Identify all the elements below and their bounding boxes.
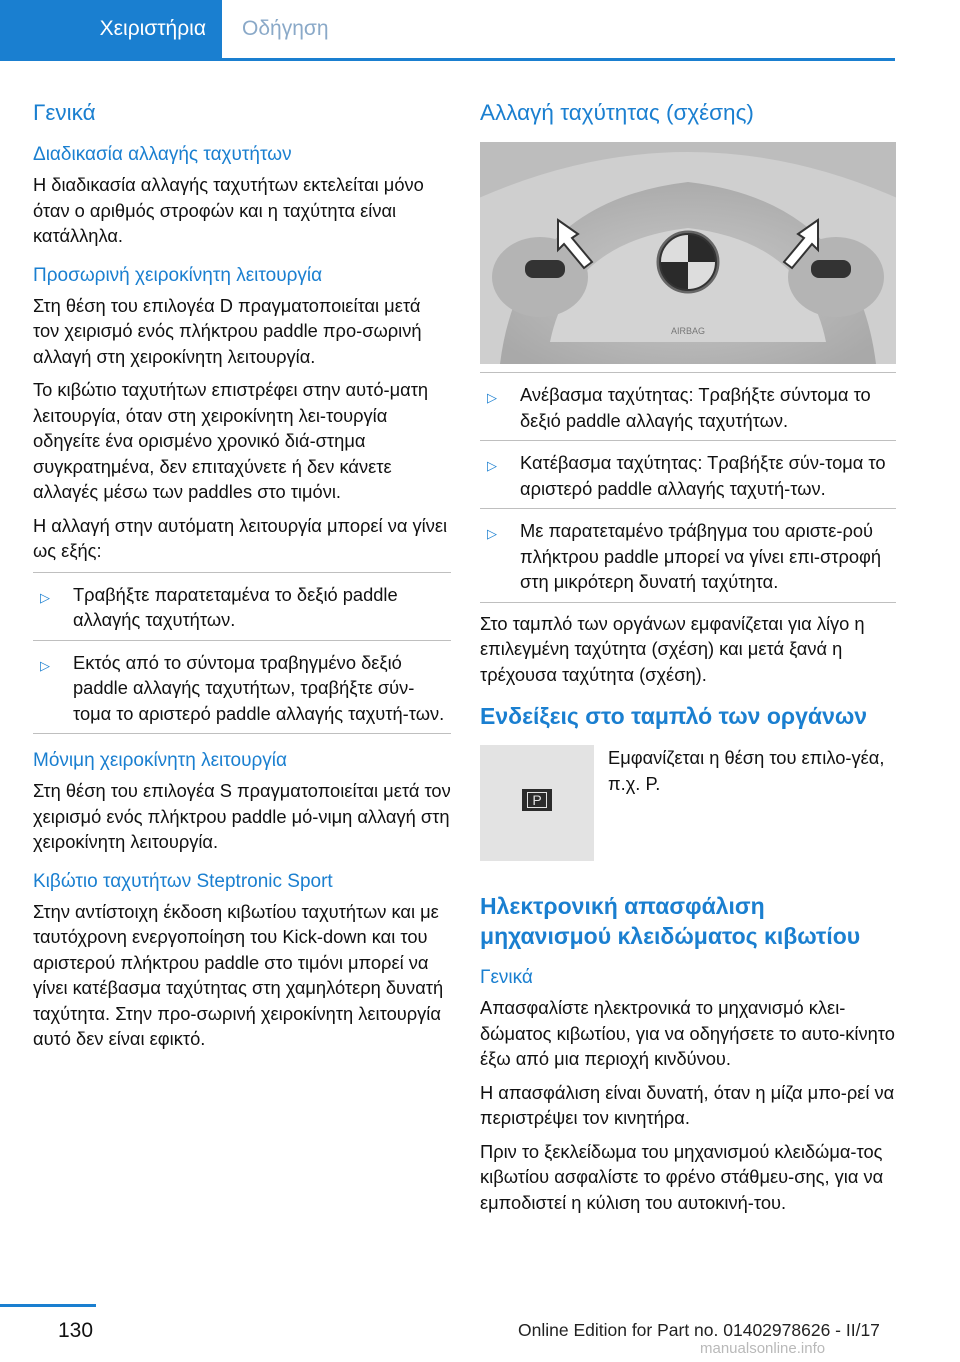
paragraph-lock-1: Απασφαλίστε ηλεκτρονικά το μηχανισμό κλει-δώματος κιβωτίου, για να οδηγήσετε το αυτο-κίνητο έξω από μια περιοχή κινδύνου.: [480, 997, 895, 1069]
selector-position-icon: P: [522, 789, 552, 811]
indicator-image: [480, 745, 594, 861]
list-item: ▷ Εκτός από το σύντομα τραβηγμένο δεξιό paddle αλλαγής ταχυτήτων, τραβήξτε σύν-τομα το αριστερό paddle αλλαγής ταχυτή-των.: [33, 640, 451, 735]
heading-indicators: Ενδείξεις στο ταμπλό των οργάνων: [480, 703, 868, 729]
edition-text: Online Edition for Part no. 01402978626 - II/17: [518, 1320, 880, 1340]
paragraph-lock-2: Η απασφάλιση είναι δυνατή, όταν η μίζα μπο-ρεί να περιστρέψει τον κινητήρα.: [480, 1081, 895, 1128]
list-item: ▷ Με παρατεταμένο τράβηγμα του αριστε-ρού πλήκτρου paddle μπορεί να γίνει επι-στροφή στη μικρότερη δυνατή ταχύτητα.: [480, 508, 896, 603]
paragraph-procedure: Η διαδικασία αλλαγής ταχυτήτων εκτελείται μόνο όταν ο αριθμός στροφών και η ταχύτητα είναι κατάλληλα.: [33, 174, 424, 246]
indicator-row: [480, 745, 896, 861]
page-number: 130: [58, 1319, 94, 1342]
paragraph-temporary-2: Το κιβώτιο ταχυτήτων επιστρέφει στην αυτό-ματη λειτουργία, όταν στη χειροκίνητη λει-τουργία οδηγείτε ένα ορισμένο χρονικό διά-στημα συγκρατημένα, δεν επιταχύνετε ή δεν κάνετε αλλαγές μέσω των paddles στο τιμόνι.: [33, 379, 429, 502]
triangle-bullet-icon: ▷: [487, 458, 497, 473]
triangle-bullet-icon: ▷: [40, 589, 50, 605]
list-item: ▷ Κατέβασμα ταχύτητας: Τραβήξτε σύν-τομα το αριστερό paddle αλλαγής ταχυτή-των.: [480, 440, 896, 508]
heading-general: Γενικά: [33, 100, 96, 125]
temporary-bullet-list: [33, 572, 451, 735]
paragraph-steptronic-sport: Στην αντίστοιχη έκδοση κιβωτίου ταχυτήτων και με ταυτόχρονη ενεργοποίηση του Kick-down και του αριστερού πλήκτρου paddle στο τιμόνι μπορεί να γίνει κατέβασμα ταχύτητας στη χαμηλότερη δυνατή ταχύτητα. Στην προ-σωρινή χειροκίνητη λειτουργία αυτό δεν είναι εφικτό.: [33, 900, 444, 1049]
subheading-procedure: Διαδικασία αλλαγής ταχυτήτων: [33, 144, 292, 165]
indicator-description: Εμφανίζεται η θέση του επιλο-γέα, π.χ. P.: [608, 747, 885, 794]
triangle-bullet-icon: ▷: [487, 390, 497, 405]
tab-controls[interactable]: Χειριστήρια: [0, 0, 222, 58]
steering-wheel-illustration: [480, 142, 896, 364]
left-column: [33, 98, 451, 1060]
footer-divider: [0, 1304, 96, 1307]
paragraph-temporary-3: Η αλλαγή στην αυτόματη λειτουργία μπορεί να γίνει ως εξής:: [33, 514, 448, 561]
paragraph-lock-3: Πριν το ξεκλείδωμα του μηχανισμού κλειδώμα-τος κιβωτίου ασφαλίστε το φρένο στάθμευ-σης, για να εμποδιστεί η κύλιση του αυτοκινή-του.: [480, 1140, 884, 1213]
heading-electronic-unlock: Ηλεκτρονική απασφάλιση μηχανισμού κλειδώματος κιβωτίου: [480, 893, 861, 949]
steering-wheel-image: [480, 142, 896, 364]
watermark: manualsonline.info: [700, 1340, 826, 1357]
gear-change-bullet-list: [480, 372, 896, 603]
subheading-temporary: Προσωρινή χειροκίνητη λειτουργία: [33, 264, 323, 286]
subheading-general: Γενικά: [480, 967, 533, 988]
header-divider: [0, 58, 895, 61]
header-tabs: [0, 0, 895, 62]
right-column: [480, 98, 896, 1223]
paragraph-cluster: Στο ταμπλό των οργάνων εμφανίζεται για λίγο η επιλεγμένη ταχύτητα (σχέση) και μετά ξανά η τρέχουσα ταχύτητα (σχέση).: [480, 612, 865, 685]
triangle-bullet-icon: ▷: [40, 657, 50, 673]
tab-driving[interactable]: Οδήγηση: [242, 17, 329, 40]
subheading-permanent: Μόνιμη χειροκίνητη λειτουργία: [33, 750, 287, 771]
subheading-steptronic-sport: Κιβώτιο ταχυτήτων Steptronic Sport: [33, 870, 333, 892]
triangle-bullet-icon: ▷: [487, 526, 497, 541]
list-item: ▷ Ανέβασμα ταχύτητας: Τραβήξτε σύντομα το δεξιό paddle αλλαγής ταχυτήτων.: [480, 372, 896, 440]
list-item: ▷ Τραβήξτε παρατεταμένα το δεξιό paddle αλλαγής ταχυτήτων.: [33, 572, 451, 640]
heading-gear-change: Αλλαγή ταχύτητας (σχέσης): [480, 100, 754, 125]
airbag-label: AIRBAG: [670, 326, 706, 336]
paragraph-temporary-1: Στη θέση του επιλογέα D πραγματοποιείται μετά τον χειρισμό ενός πλήκτρου paddle προ-σωρινή αλλαγή στη χειροκίνητη λειτουργία.: [33, 294, 422, 367]
paragraph-permanent: Στη θέση του επιλογέα S πραγματοποιείται μετά τον χειρισμό ενός πλήκτρου paddle μό-νιμη αλλαγή στη χειροκίνητη λειτουργία.: [33, 780, 451, 852]
